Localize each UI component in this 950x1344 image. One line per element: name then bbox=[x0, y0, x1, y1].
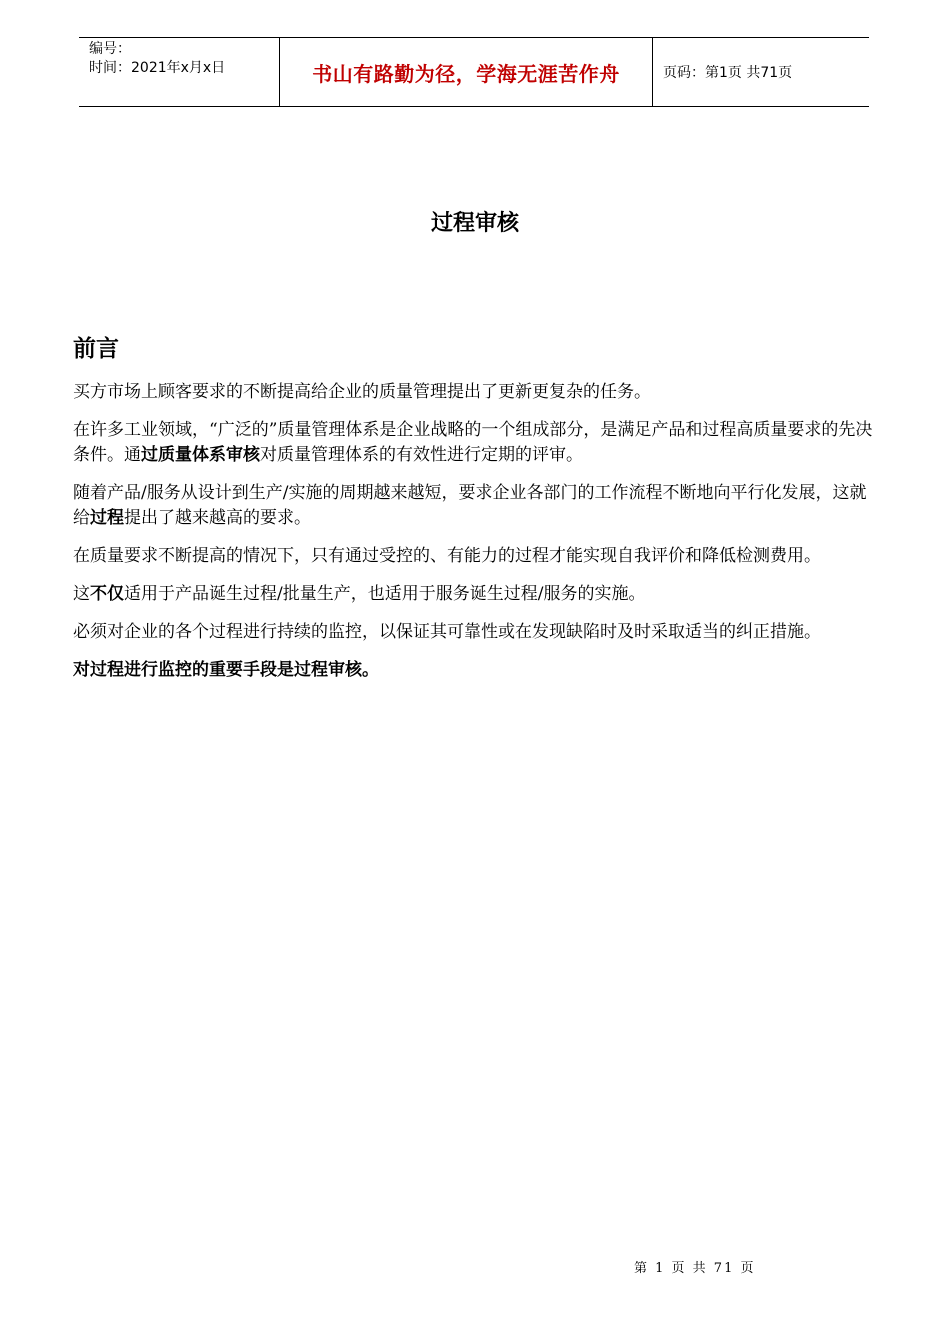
section-heading: 前言 bbox=[73, 336, 119, 362]
paragraph-3-text-a: 随着产品/服务从设计到生产/实施的周期越来越短，要求企业各部门的工作流程不断地向平行化发展，这就给 bbox=[73, 483, 867, 528]
page-footer: 第 1 页 共 71 页 bbox=[634, 1261, 756, 1276]
body-text bbox=[73, 380, 879, 696]
paragraph-2-text-c: 对质量管理体系的有效性进行定期的评审。 bbox=[260, 445, 583, 465]
paragraph-5-text-a: 这 bbox=[73, 584, 90, 604]
paragraph-5-emphasis: 不仅 bbox=[90, 584, 124, 604]
paragraph-3 bbox=[73, 481, 879, 531]
header-motto: 书山有路勤为径，学海无涯苦作舟 bbox=[280, 38, 653, 106]
paragraph-3-text-c: 提出了越来越高的要求。 bbox=[124, 508, 311, 528]
paragraph-4: 在质量要求不断提高的情况下，只有通过受控的、有能力的过程才能实现自我评价和降低检测费用。 bbox=[73, 546, 821, 566]
header-number-label: 编号： bbox=[89, 41, 131, 57]
paragraph-7: 对过程进行监控的重要手段是过程审核。 bbox=[73, 660, 379, 680]
page-header bbox=[79, 37, 869, 107]
paragraph-2 bbox=[73, 418, 879, 468]
paragraph-5-text-c: 适用于产品诞生过程/批量生产，也适用于服务诞生过程/服务的实施。 bbox=[124, 584, 646, 604]
header-page-label: 页码：第1页 共71页 bbox=[663, 65, 793, 81]
header-date-label: 时间：2021年x月x日 bbox=[89, 60, 226, 76]
paragraph-2-emphasis: 过质量体系审核 bbox=[141, 445, 260, 465]
paragraph-2-text-a: 在许多工业领域，“广泛的”质量管理体系是企业战略的一个组成部分，是满足产品和过程高质量要求的先决条件。通 bbox=[73, 420, 873, 465]
paragraph-6: 必须对企业的各个过程进行持续的监控，以保证其可靠性或在发现缺陷时及时采取适当的纠正措施。 bbox=[73, 622, 821, 642]
paragraph-1: 买方市场上顾客要求的不断提高给企业的质量管理提出了更新更复杂的任务。 bbox=[73, 382, 651, 402]
paragraph-5 bbox=[73, 582, 879, 607]
document-title: 过程审核 bbox=[430, 211, 519, 236]
header-meta bbox=[79, 38, 280, 106]
paragraph-3-emphasis: 过程 bbox=[90, 508, 124, 528]
